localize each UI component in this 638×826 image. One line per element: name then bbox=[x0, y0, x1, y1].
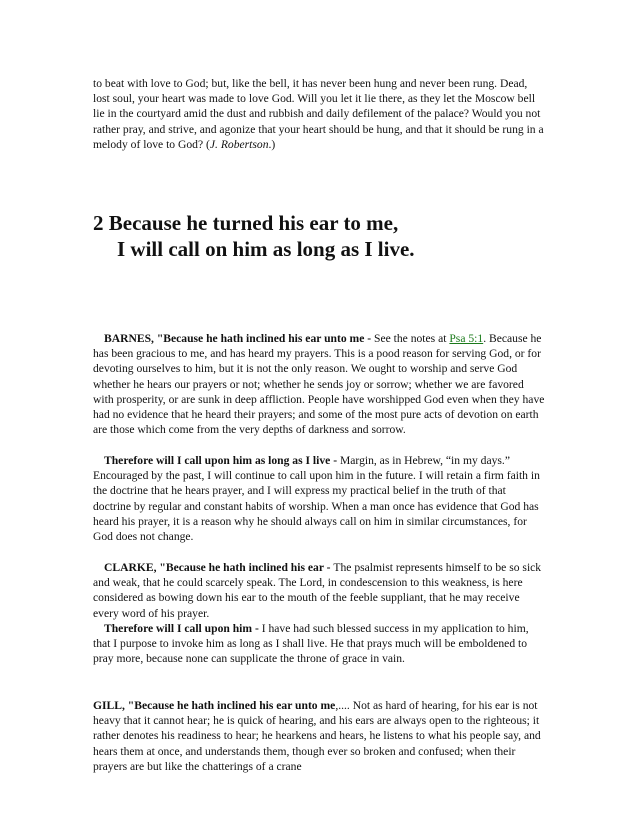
barnes-lead-2: Therefore will I call upon him as long as I live - bbox=[104, 454, 340, 467]
verse-line-1: 2 Because he turned his ear to me, bbox=[93, 211, 399, 235]
gill-lead: GILL, "Because he hath inclined his ear unto me bbox=[93, 699, 336, 712]
verse-line-2: I will call on him as long as I live. bbox=[117, 237, 415, 261]
clarke-paragraph-2 bbox=[93, 621, 545, 667]
barnes-body: . Because he has been gracious to me, and has heard my prayers. This is a pood reason for serving God, or for devoting ourselves to him, but it is not the only reason. We ought to worship and serve God whether he hears our prayers or not; whether he sends joy or sorrow; whether we are favored with prosperity, or are sunk in deep affliction. People have worshipped God even when they have had no evidence that he heard their prayers; and some of the most pure acts of devotion on earth are those which come from the very depths of darkness and sorrow. bbox=[93, 332, 545, 437]
barnes-lead: BARNES, "Because he hath inclined his ear unto me - bbox=[104, 332, 375, 345]
intro-author: J. Robertson bbox=[209, 137, 269, 151]
barnes-body-2: Margin, as in Hebrew, “in my days.” Encouraged by the past, I will continue to call upon him in the future. I will retain a firm faith in the doctrine that he hears prayer, and I will express my practical belief in the truth of that doctrine by regular and constant habits of worship. When a man once has evidence that God has heard his prayer, it is a reason why he should always call on him in similar circumstances, for God does not change. bbox=[93, 454, 540, 544]
intro-paragraph bbox=[93, 76, 545, 152]
verse-heading bbox=[93, 210, 553, 262]
barnes-pre-ref: See the notes at bbox=[374, 332, 450, 345]
intro-text: to beat with love to God; but, like the bell, it has never been hung and never been rung. Dead, lost soul, your heart was made to love God. Will you let it lie there, as they let the Moscow bell lie in the courtyard amid the dust and rubbish and daily defilement of the palace? Would you not rather pray, and strive, and agonize that your heart should be hung, and that it should be rung in a melody of love to God? ( bbox=[93, 77, 544, 151]
barnes-paragraph bbox=[93, 331, 545, 437]
intro-close: .) bbox=[268, 137, 276, 151]
gill-body: ,.... Not as hard of hearing, for his ear is not heavy that it cannot hear; he is quick of hearing, and his ears are always open to the righteous; it rather denotes his readiness to hear; he hearkens and hears, he listens to what his people say, and hears them at once, and understands them, though ever so broken and confused; when their prayers are but like the chatterings of a crane bbox=[93, 699, 541, 773]
barnes-scripture-link[interactable]: Psa 5:1 bbox=[449, 332, 484, 345]
barnes-paragraph-2 bbox=[93, 453, 545, 544]
clarke-paragraph bbox=[93, 560, 545, 621]
gill-paragraph bbox=[93, 698, 545, 774]
clarke-body-2: I have had such blessed success in my application to him, that I purpose to invoke him as long as I shall live. He that prays much will be emboldened to pray more, because none can supplicate the throne of grace in vain. bbox=[93, 622, 529, 666]
clarke-lead-2: Therefore will I call upon him - bbox=[104, 622, 262, 635]
clarke-lead: CLARKE, "Because he hath inclined his ear - bbox=[104, 561, 334, 574]
clarke-body: The psalmist represents himself to be so sick and weak, that he could scarcely speak. The Lord, in condescension to this weakness, is here considered as bowing down his ear to the mouth of the feeble suppliant, that he may receive every word of his prayer. bbox=[93, 561, 542, 620]
